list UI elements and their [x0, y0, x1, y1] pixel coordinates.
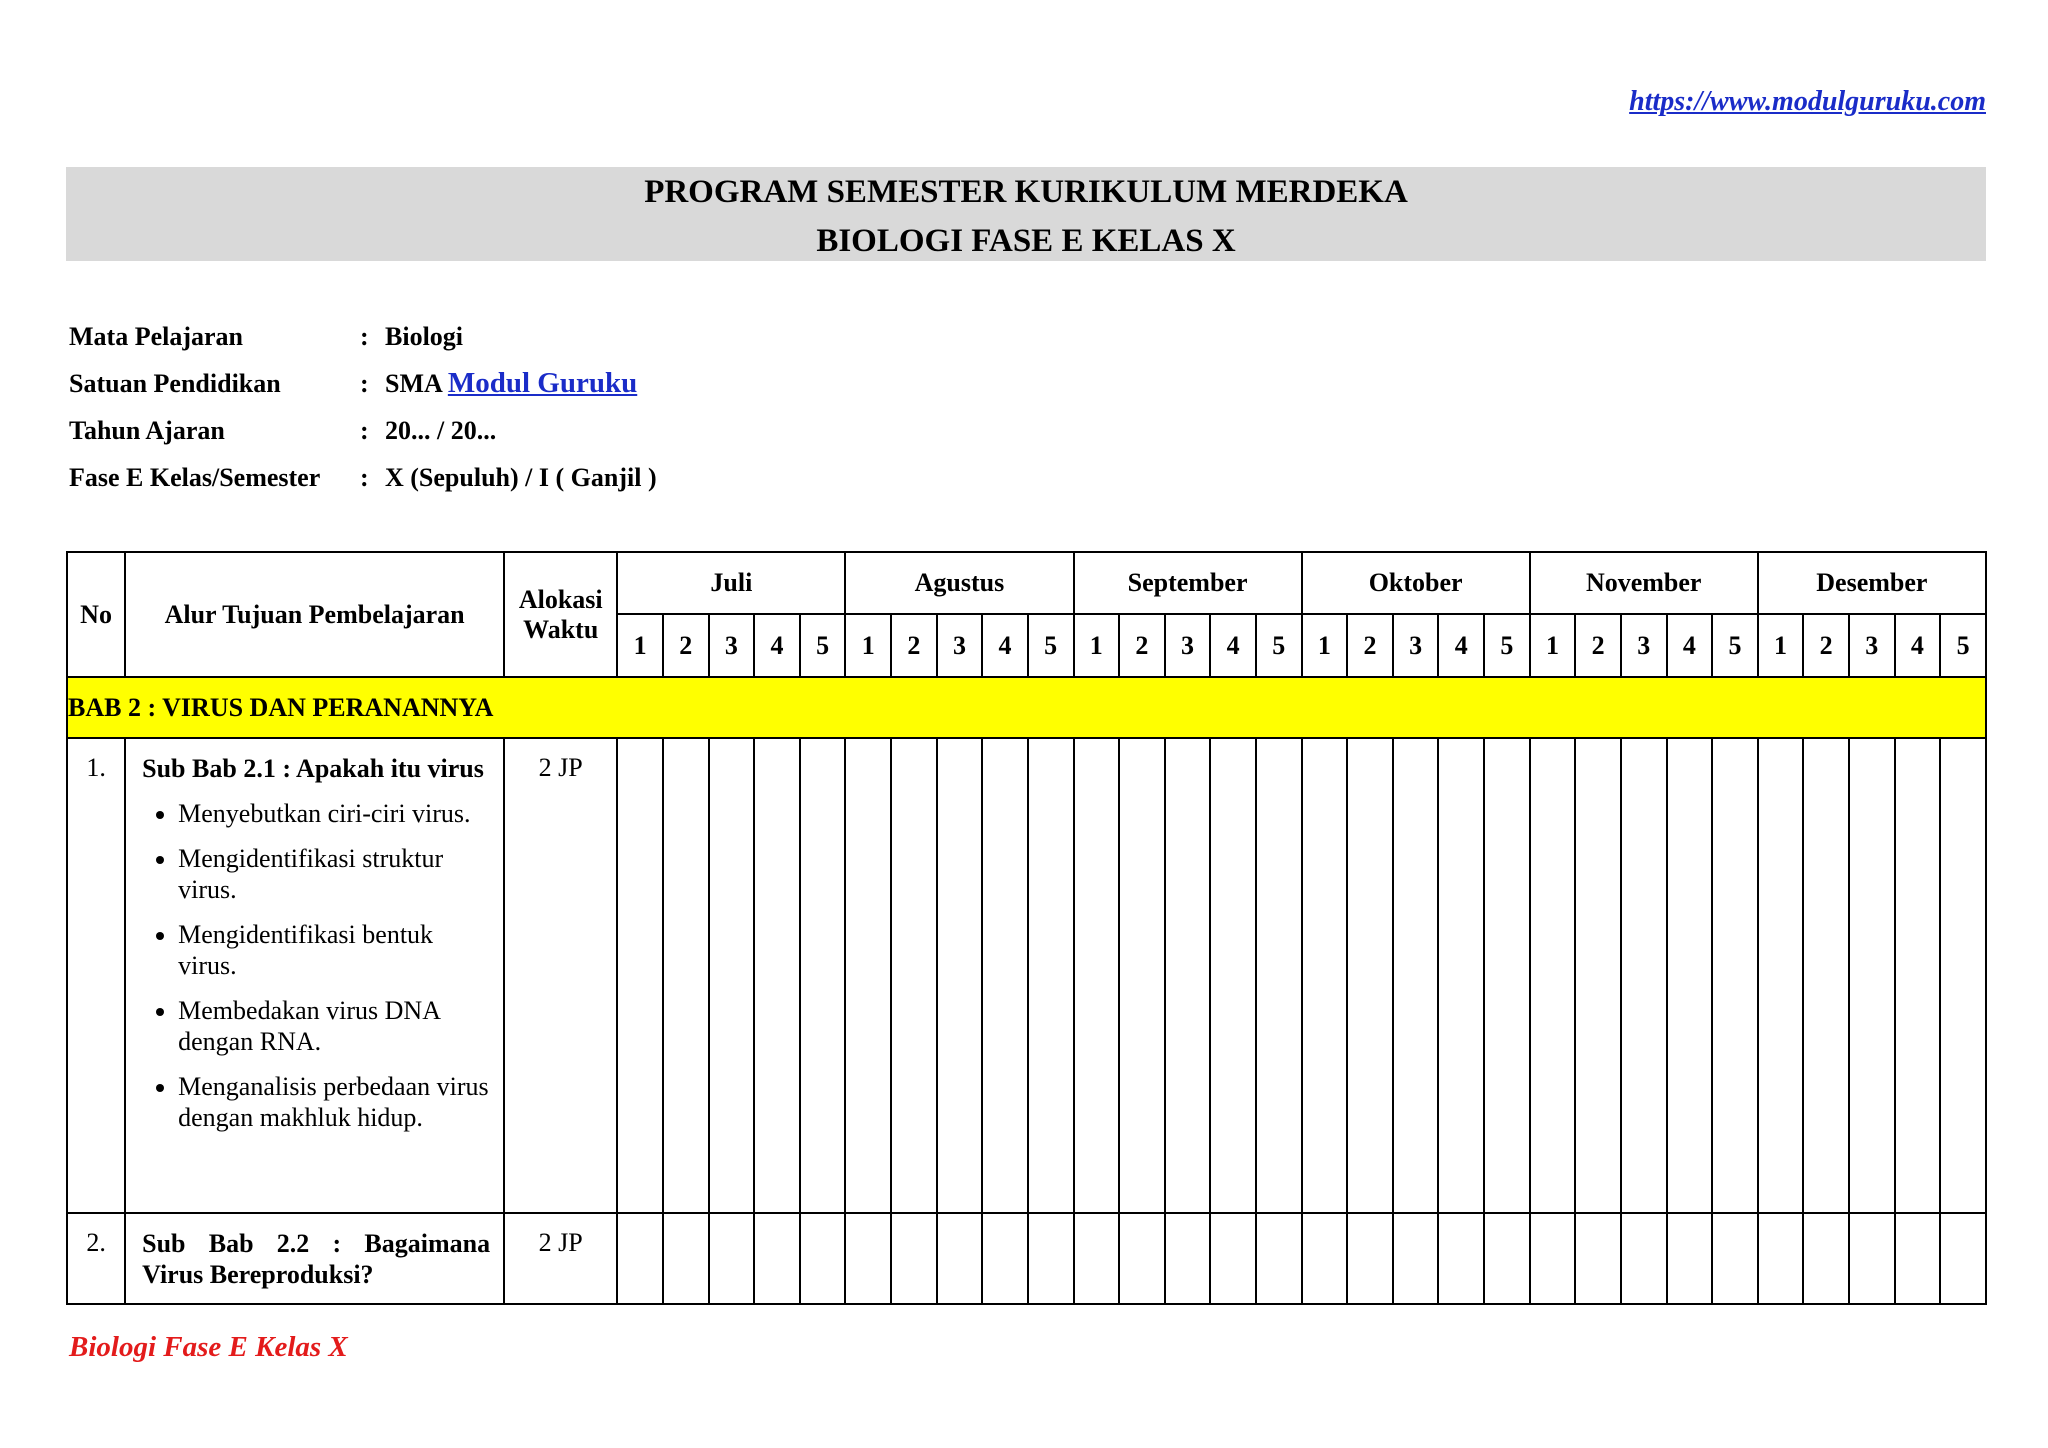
- info-value: X (Sepuluh) / I ( Ganjil ): [385, 463, 657, 492]
- chapter-title: BAB 2 : VIRUS DAN PERANANNYA: [67, 677, 1986, 738]
- row-number: 2.: [67, 1213, 125, 1304]
- week-cell: [1256, 738, 1302, 1213]
- website-link[interactable]: https://www.modulguruku.com: [1629, 86, 1986, 117]
- week-cell: [1758, 1213, 1804, 1304]
- title-banner: [66, 167, 1986, 261]
- header-no: No: [67, 552, 125, 677]
- week-header: 5: [1028, 614, 1074, 677]
- table-body: [67, 677, 1986, 1304]
- info-colon: :: [360, 416, 369, 445]
- school-type: SMA: [385, 369, 442, 398]
- info-label: Tahun Ajaran: [69, 416, 225, 445]
- week-cell: [845, 738, 891, 1213]
- week-cell: [891, 738, 937, 1213]
- semester-plan-table: [66, 551, 1987, 1305]
- week-header: 5: [1256, 614, 1302, 677]
- week-cell: [1621, 1213, 1667, 1304]
- week-header: 5: [1484, 614, 1530, 677]
- week-cell: [1347, 738, 1393, 1213]
- week-cell: [1119, 1213, 1165, 1304]
- objective-item: • Mengidentifikasi struktur virus.: [178, 843, 490, 905]
- week-header: 4: [1210, 614, 1256, 677]
- week-cell: [1074, 738, 1120, 1213]
- week-cell: [1438, 1213, 1484, 1304]
- time-allocation: 2 JP: [504, 738, 617, 1213]
- week-cell: [845, 1213, 891, 1304]
- week-header: 3: [1393, 614, 1439, 677]
- sub-chapter-title: Sub Bab 2.2 : Bagaimana Virus Bereproduksi?: [142, 1229, 491, 1289]
- month-header: September: [1074, 552, 1302, 614]
- week-cell: [1530, 1213, 1576, 1304]
- footer-label: Biologi Fase E Kelas X: [69, 1331, 348, 1363]
- chapter-row: [67, 677, 1986, 738]
- week-cell: [1712, 1213, 1758, 1304]
- objective-list: [142, 798, 490, 1133]
- week-cell: [663, 738, 709, 1213]
- table-row: [67, 1213, 1986, 1304]
- week-cell: [1849, 738, 1895, 1213]
- week-header: 5: [800, 614, 846, 677]
- week-header: 3: [937, 614, 983, 677]
- week-header: 4: [1895, 614, 1941, 677]
- month-header: Oktober: [1302, 552, 1530, 614]
- week-cell: [1165, 738, 1211, 1213]
- week-cell: [1484, 738, 1530, 1213]
- week-header: 1: [845, 614, 891, 677]
- week-cell: [1667, 1213, 1713, 1304]
- week-cell: [1758, 738, 1804, 1213]
- week-header: 4: [1667, 614, 1713, 677]
- info-row-class: [69, 459, 657, 506]
- week-cell: [1667, 738, 1713, 1213]
- week-header: 4: [754, 614, 800, 677]
- page-subtitle: BIOLOGI FASE E KELAS X: [816, 223, 1236, 259]
- week-header: 3: [1165, 614, 1211, 677]
- info-colon: :: [360, 322, 369, 351]
- month-header: Desember: [1758, 552, 1986, 614]
- week-cell: [663, 1213, 709, 1304]
- week-cell: [709, 738, 755, 1213]
- info-label: Fase E Kelas/Semester: [69, 463, 321, 492]
- week-cell: [617, 738, 663, 1213]
- info-label: Satuan Pendidikan: [69, 369, 281, 398]
- week-cell: [1484, 1213, 1530, 1304]
- week-header: 2: [663, 614, 709, 677]
- week-cell: [937, 1213, 983, 1304]
- week-cell: [617, 1213, 663, 1304]
- week-cell: [1302, 738, 1348, 1213]
- week-header: 1: [1074, 614, 1120, 677]
- week-cell: [1165, 1213, 1211, 1304]
- week-header: 2: [1347, 614, 1393, 677]
- time-allocation: 2 JP: [504, 1213, 617, 1304]
- week-cell: [1210, 738, 1256, 1213]
- month-header: Juli: [617, 552, 845, 614]
- week-cell: [1256, 1213, 1302, 1304]
- week-cell: [937, 738, 983, 1213]
- month-header: Agustus: [845, 552, 1073, 614]
- info-row-school: [69, 365, 657, 412]
- row-number: 1.: [67, 738, 125, 1213]
- week-cell: [1712, 738, 1758, 1213]
- week-header: 4: [982, 614, 1028, 677]
- week-cell: [1575, 1213, 1621, 1304]
- week-header: 3: [1621, 614, 1667, 677]
- learning-objective-cell: [125, 1213, 504, 1304]
- week-header: 2: [891, 614, 937, 677]
- week-cell: [982, 738, 1028, 1213]
- week-cell: [1210, 1213, 1256, 1304]
- objective-item: • Mengidentifikasi bentuk virus.: [178, 919, 490, 981]
- week-header: 2: [1575, 614, 1621, 677]
- week-cell: [1803, 1213, 1849, 1304]
- info-colon: :: [360, 463, 369, 492]
- info-colon: :: [360, 369, 369, 398]
- week-header: 2: [1803, 614, 1849, 677]
- objective-item: • Menyebutkan ciri-ciri virus.: [178, 798, 490, 829]
- week-cell: [1393, 1213, 1439, 1304]
- week-cell: [1530, 738, 1576, 1213]
- week-header: 3: [1849, 614, 1895, 677]
- week-header: 1: [1530, 614, 1576, 677]
- week-cell: [800, 738, 846, 1213]
- week-header: 1: [1302, 614, 1348, 677]
- week-header: 5: [1940, 614, 1986, 677]
- week-header: 1: [617, 614, 663, 677]
- week-cell: [1940, 738, 1986, 1213]
- week-cell: [982, 1213, 1028, 1304]
- week-cell: [1940, 1213, 1986, 1304]
- header-alokasi: Alokasi Waktu: [504, 552, 617, 677]
- week-header: 5: [1712, 614, 1758, 677]
- week-header: 1: [1758, 614, 1804, 677]
- info-row-year: [69, 412, 657, 459]
- info-value: [385, 365, 637, 412]
- week-cell: [754, 1213, 800, 1304]
- week-cell: [709, 1213, 755, 1304]
- week-cell: [1849, 1213, 1895, 1304]
- week-cell: [1803, 738, 1849, 1213]
- week-cell: [1302, 1213, 1348, 1304]
- week-header: 4: [1438, 614, 1484, 677]
- school-link[interactable]: Modul Guruku: [447, 367, 638, 399]
- table-row: [67, 738, 1986, 1213]
- week-cell: [1074, 1213, 1120, 1304]
- identity-block: [69, 318, 657, 506]
- week-cell: [1438, 738, 1484, 1213]
- info-value: 20... / 20...: [385, 416, 497, 445]
- week-cell: [1028, 1213, 1074, 1304]
- week-cell: [1895, 1213, 1941, 1304]
- objective-item: • Membedakan virus DNA dengan RNA.: [178, 995, 490, 1057]
- week-cell: [1119, 738, 1165, 1213]
- week-cell: [1575, 738, 1621, 1213]
- learning-objective-cell: [125, 738, 504, 1213]
- info-row-subject: [69, 318, 657, 365]
- objective-item: • Menganalisis perbedaan virus dengan makhluk hidup.: [178, 1071, 490, 1133]
- week-header: 3: [709, 614, 755, 677]
- table-header-row: [67, 552, 1986, 614]
- page-title: PROGRAM SEMESTER KURIKULUM MERDEKA: [644, 174, 1408, 210]
- header-atp: Alur Tujuan Pembelajaran: [125, 552, 504, 677]
- sub-chapter-title: Sub Bab 2.1 : Apakah itu virus: [142, 754, 484, 783]
- week-cell: [1028, 738, 1074, 1213]
- info-label: Mata Pelajaran: [69, 322, 244, 351]
- info-value: Biologi: [385, 322, 464, 351]
- week-cell: [1895, 738, 1941, 1213]
- week-cell: [754, 738, 800, 1213]
- week-cell: [1621, 738, 1667, 1213]
- month-header: November: [1530, 552, 1758, 614]
- week-cell: [891, 1213, 937, 1304]
- week-cell: [1393, 738, 1439, 1213]
- week-cell: [800, 1213, 846, 1304]
- week-cell: [1347, 1213, 1393, 1304]
- week-header: 2: [1119, 614, 1165, 677]
